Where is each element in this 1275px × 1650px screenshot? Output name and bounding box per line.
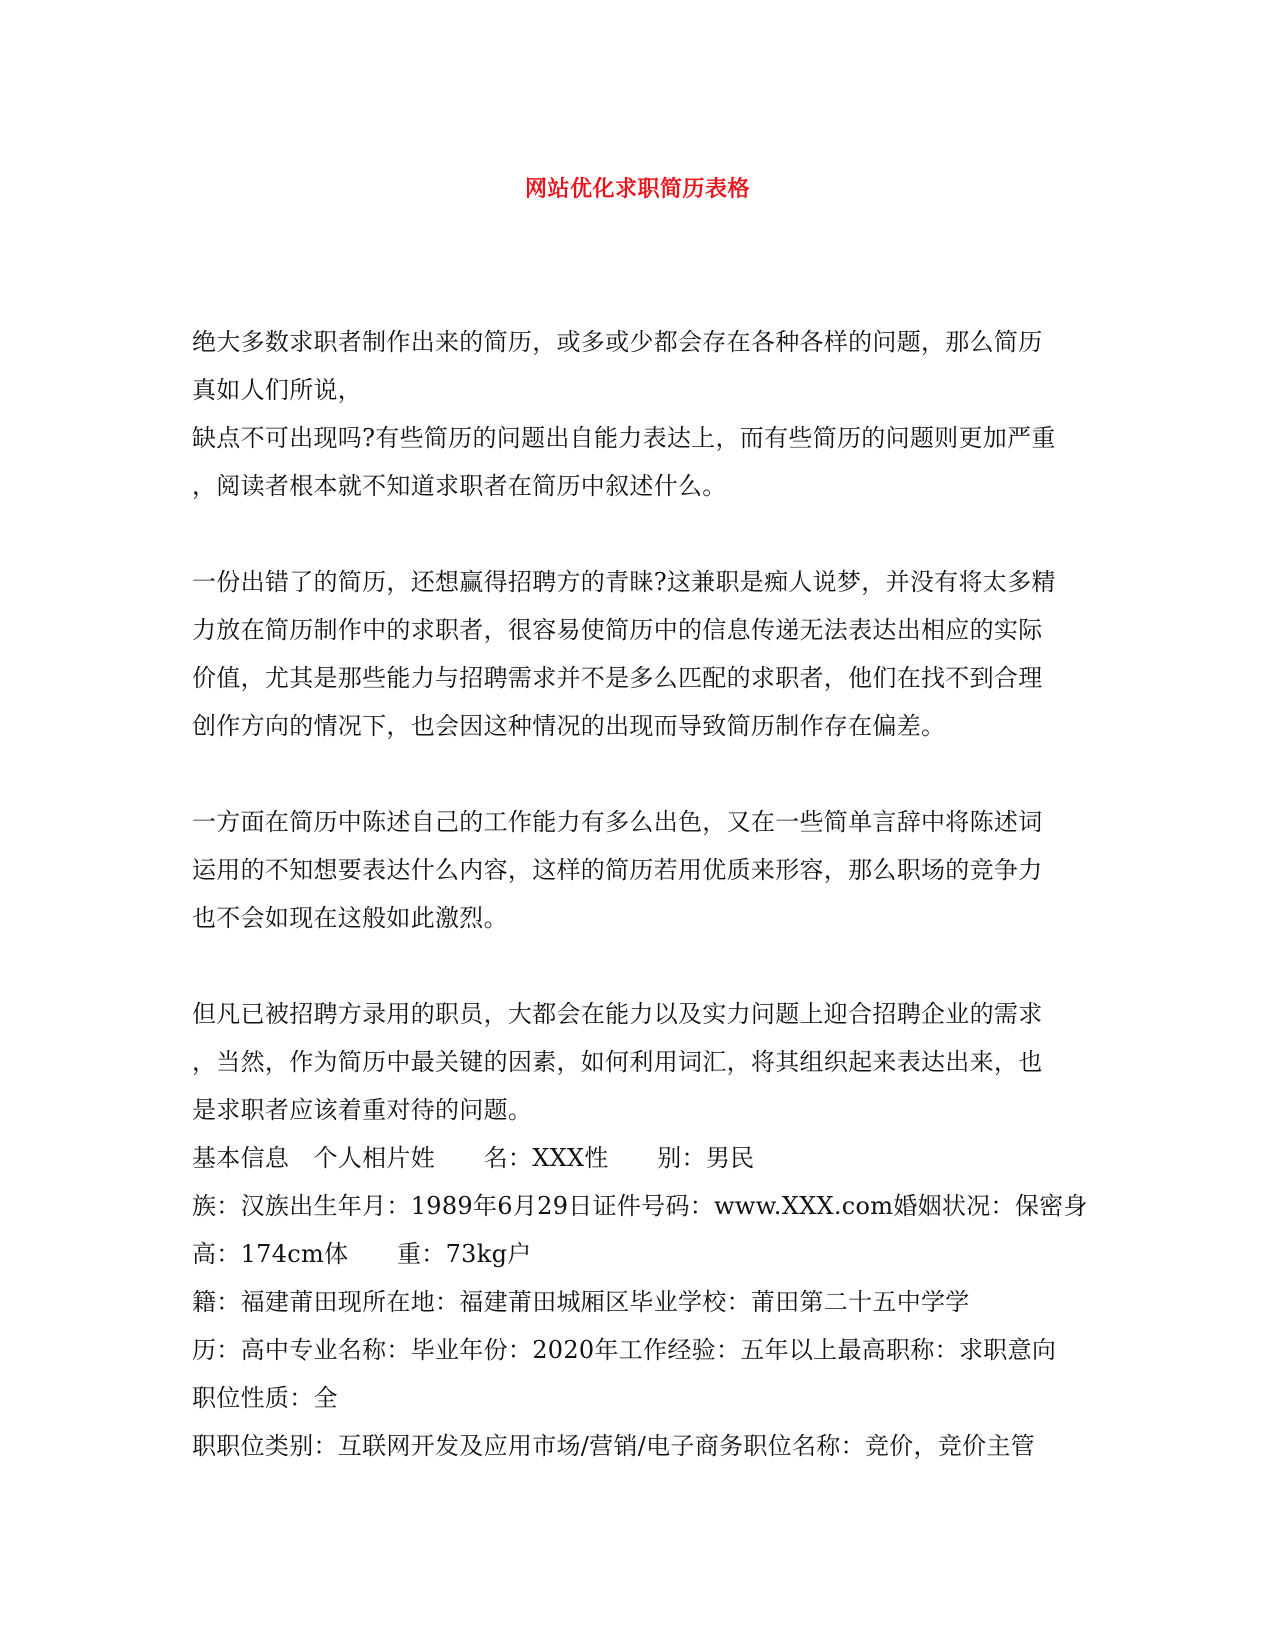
text-line: 缺点不可出现吗?有些简历的问题出自能力表达上，而有些简历的问题则更加严重 bbox=[192, 424, 1056, 452]
info-line: 基本信息 个人相片姓 名：XXX性 别：男民 bbox=[192, 1144, 755, 1172]
text-line: 一份出错了的简历，还想赢得招聘方的青睐?这兼职是痴人说梦，并没有将太多精 bbox=[192, 568, 1056, 596]
text-line: 绝大多数求职者制作出来的简历，或多或少都会存在各种各样的问题，那么简历 bbox=[192, 328, 1043, 356]
info-line: 高：174cm体 重：73kg户 bbox=[192, 1240, 532, 1268]
info-line: 职职位类别：互联网开发及应用市场/营销/电子商务职位名称：竞价，竞价主管 bbox=[192, 1432, 1035, 1460]
text-line: 但凡已被招聘方录用的职员，大都会在能力以及实力问题上迎合招聘企业的需求 bbox=[192, 1000, 1043, 1028]
text-line: 是求职者应该着重对待的问题。 bbox=[192, 1096, 533, 1124]
text-line: 真如人们所说， bbox=[192, 376, 363, 404]
info-line: 族：汉族出生年月：1989年6月29日证件号码：www.XXX.com婚姻状况：保密身 bbox=[192, 1192, 1088, 1220]
document-title: 网站优化求职简历表格 bbox=[524, 176, 750, 202]
text-line: ，阅读者根本就不知道求职者在简历中叙述什么。 bbox=[192, 472, 727, 500]
document-body bbox=[192, 318, 1092, 1470]
text-line: 力放在简历制作中的求职者，很容易使简历中的信息传递无法表达出相应的实际 bbox=[192, 616, 1043, 644]
paragraph-gap bbox=[192, 942, 1092, 990]
paragraph-gap bbox=[192, 750, 1092, 798]
text-line: ，当然，作为简历中最关键的因素，如何利用词汇，将其组织起来表达出来，也 bbox=[192, 1048, 1043, 1076]
text-line: 运用的不知想要表达什么内容，这样的简历若用优质来形容，那么职场的竞争力 bbox=[192, 856, 1043, 884]
info-line: 职位性质：全 bbox=[192, 1384, 338, 1412]
info-line: 历：高中专业名称：毕业年份：2020年工作经验：五年以上最高职称：求职意向 bbox=[192, 1336, 1057, 1364]
text-line: 创作方向的情况下，也会因这种情况的出现而导致简历制作存在偏差。 bbox=[192, 712, 946, 740]
text-line: 也不会如现在这般如此激烈。 bbox=[192, 904, 508, 932]
paragraph-gap bbox=[192, 510, 1092, 558]
text-line: 价值，尤其是那些能力与招聘需求并不是多么匹配的求职者，他们在找不到合理 bbox=[192, 664, 1043, 692]
text-line: 一方面在简历中陈述自己的工作能力有多么出色，又在一些简单言辞中将陈述词 bbox=[192, 808, 1043, 836]
info-line: 籍：福建莆田现所在地：福建莆田城厢区毕业学校：莆田第二十五中学学 bbox=[192, 1288, 970, 1316]
